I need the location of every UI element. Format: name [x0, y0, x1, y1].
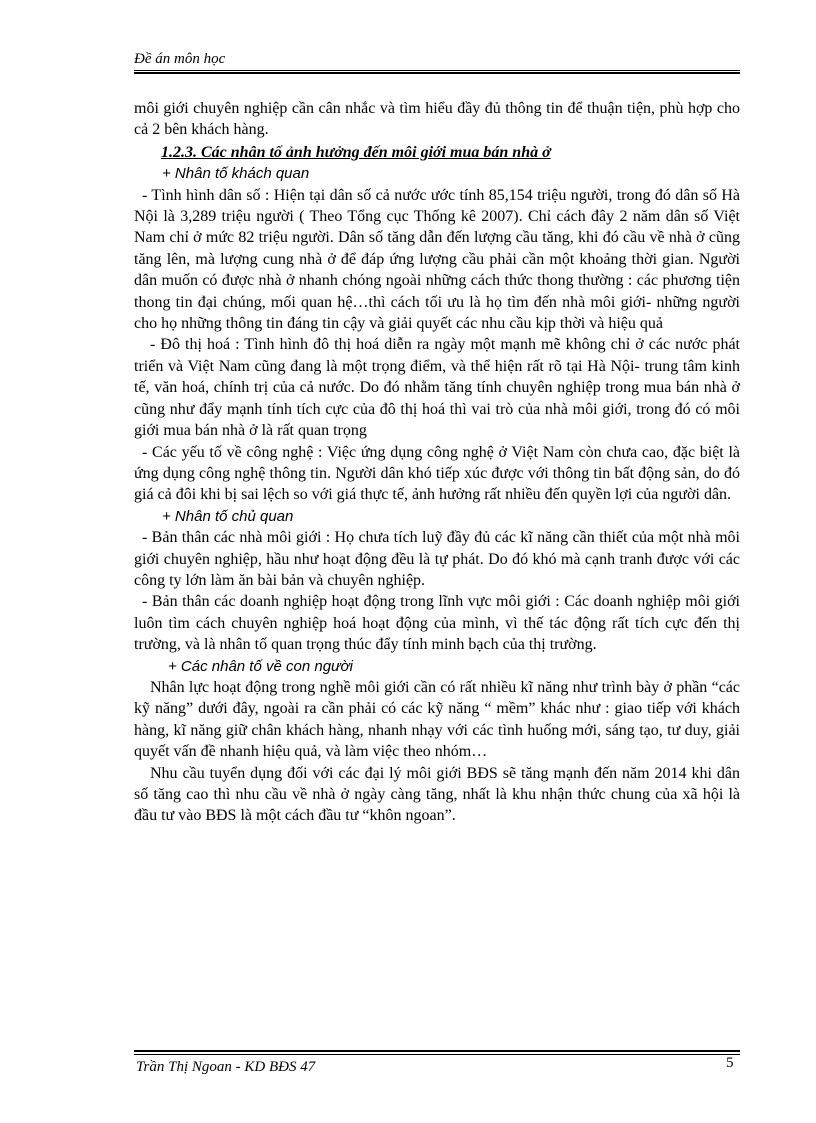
- paragraph-recruitment-demand: Nhu cầu tuyển dụng đối với các đại lý môi giới BĐS sẽ tăng mạnh đến năm 2014 khi dân số tăng cao thì nhu cầu về nhà ở ngày càng tăng, nhất là khu nhận thức chung của xã hội là đầu tư vào BĐS là một cách đầu tư “khôn ngoan”.: [134, 764, 740, 825]
- subheading-subjective-factors: + Nhân tố chủ quan: [162, 507, 294, 525]
- paragraph-urbanization: - Đô thị hoá : Tình hình đô thị hoá diễn ra ngày một mạnh mẽ không chỉ ở các nước phát triển và Việt Nam cũng đang là một trọng điểm, và thể hiện rất rõ tại Hà Nội- trung tâm kinh tế, văn hoá, chính trị của cả nước. Do đó nhằm tăng tính chuyên nghiệp trong mua bán nhà ở cũng như đẩy mạnh tính tích cực của đô thị hoá thì vai trò của nhà môi giới, trong đó có môi giới mua bán nhà ở là rất quan trọng: [134, 336, 740, 440]
- paragraph-human-resources: Nhân lực hoạt động trong nghề môi giới cần có rất nhiều kĩ năng như trình bày ở phần “các kỹ năng” dưới đây, ngoài ra cần phải có các kỹ năng “ mềm” khác như : giao tiếp với khách hàng, kĩ năng giữ chân khách hàng, nhanh nhạy với các tình huống mới, sáng tạo, tư duy, giải quyết vấn đề nhanh hiệu quả, và làm việc theo nhóm…: [134, 678, 740, 761]
- header-rule: [134, 70, 740, 71]
- paragraph-population: - Tình hình dân số : Hiện tại dân số cả nước ước tính 85,154 triệu người, trong đó dân số Hà Nội là 3,289 triệu người ( Theo Tổng cục Thống kê 2007). Chỉ cách đây 2 năm dân số Việt Nam chỉ ở mức 82 triệu người. Dân số tăng dẫn đến lượng cầu tăng, khi đó cầu về nhà ở cũng tăng lên, mà lượng cung nhà ở để đáp ứng lượng cầu phải cần một khoảng thời gian. Người dân muốn có được nhà ở nhanh chóng ngoài những cách thức thong thường : các phương tiện thong tin đại chúng, mối quan hệ…thì cách tối ưu là họ tìm đến nhà môi giới- những người cho họ những thông tin đáng tin cậy và giải quyết các nhu cầu kịp thời và hiệu quả: [134, 186, 740, 333]
- footer-rule: [134, 1054, 740, 1055]
- footer-rule-bold: [134, 1050, 740, 1052]
- subheading-objective-factors: + Nhân tố khách quan: [162, 165, 310, 183]
- section-heading: 1.2.3. Các nhân tố ảnh hưởng đến môi giới mua bán nhà ở: [161, 143, 551, 161]
- paragraph-intro: môi giới chuyên nghiệp cần cân nhắc và tìm hiểu đầy đủ thông tin để thuận tiện, phù hợp cho cả 2 bên khách hàng.: [134, 100, 740, 139]
- header-rule-bold: [134, 72, 740, 74]
- footer-author: Trần Thị Ngoan - KD BĐS 47: [136, 1059, 316, 1075]
- paragraph-brokers: - Bản thân các nhà môi giới : Họ chưa tích luỹ đầy đủ các kĩ năng cần thiết của một nhà môi giới chuyên nghiệp, hầu như hoạt động đều là tự phát. Do đó khó mà cạnh tranh được với các công ty lớn làm ăn bài bản và chuyên nghiệp.: [134, 529, 740, 589]
- paragraph-technology: - Các yếu tố về công nghệ : Việc ứng dụng công nghệ ở Việt Nam còn chưa cao, đặc biệt là ứng dụng công nghệ thông tin. Người dân khó tiếp xúc được với thông tin bất động sản, do đó giá cả đôi khi bị sai lệch so với giá thực tế, ảnh hưởng rất nhiều đến quyền lợi của người dân.: [134, 443, 740, 504]
- page-header-title: Đề án môn học: [134, 51, 226, 67]
- page-number: 5: [726, 1055, 734, 1071]
- paragraph-enterprises: - Bản thân các doanh nghiệp hoạt động trong lĩnh vực môi giới : Các doanh nghiệp môi giới luôn tìm cách chuyên nghiệp hoá hoạt động của mình, vì thế tác động rất tích cực đến thị trường, và là nhân tố quan trọng thúc đẩy tính minh bạch của thị trường.: [134, 593, 740, 654]
- subheading-human-factors: + Các nhân tố về con người: [168, 657, 353, 675]
- document-body: [134, 98, 740, 827]
